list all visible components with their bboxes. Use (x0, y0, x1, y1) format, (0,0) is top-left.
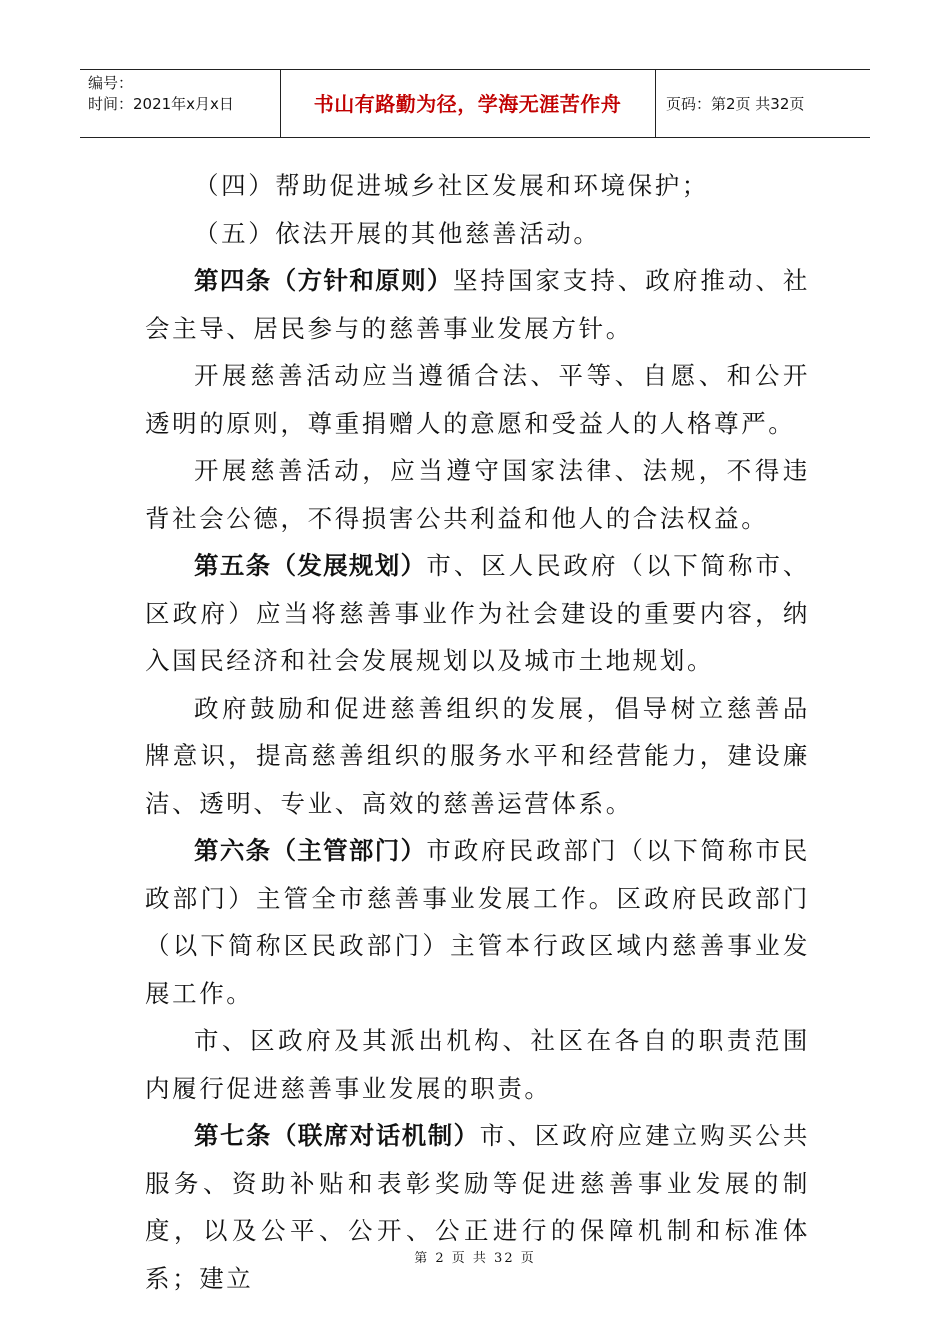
paragraph (145, 542, 810, 685)
header-motto: 书山有路勤为径，学海无涯苦作舟 (313, 92, 622, 116)
paragraph-text: 市、区政府及其派出机构、社区在各自的职责范围内履行促进慈善事业发展的职责。 (145, 1026, 810, 1103)
paragraph-text: 市、区人民政府（以下简称市、区政府）应当将慈善事业作为社会建设的重要内容，纳入国民经济和社会发展规划以及城市土地规划。 (145, 551, 810, 675)
document-header (80, 69, 870, 138)
header-page-info: 页码：第2页 共32页 (666, 95, 805, 113)
paragraph-text: 坚持国家支持、政府推动、社会主导、居民参与的慈善事业发展方针。 (145, 266, 810, 343)
paragraph (145, 257, 810, 352)
paragraph-text: 政府鼓励和促进慈善组织的发展，倡导树立慈善品牌意识，提高慈善组织的服务水平和经营能力，建设廉洁、透明、专业、高效的慈善运营体系。 (145, 693, 810, 818)
header-meta (88, 73, 234, 115)
paragraph (145, 162, 810, 210)
paragraph-text: 市、区政府应建立购买公共服务、资助补贴和表彰奖励等促进慈善事业发展的制度，以及公平、公开、公正进行的保障机制和标准体系；建立 (145, 1121, 811, 1293)
article-heading: 第四条（方针和原则） (194, 266, 453, 295)
header-divider (655, 70, 656, 137)
paragraph (145, 447, 810, 542)
article-heading: 第五条（发展规划） (194, 551, 427, 580)
paragraph-text: 开展慈善活动，应当遵守国家法律、法规，不得违背社会公德，不得损害公共利益和他人的合法权益。 (145, 456, 810, 533)
paragraph-text: 市政府民政部门（以下简称市民政部门）主管全市慈善事业发展工作。区政府民政部门（以下简称区民政部门）主管本行政区域内慈善事业发展工作。 (145, 836, 810, 1008)
paragraph (145, 210, 810, 258)
paragraph (145, 827, 810, 1017)
paragraph (145, 685, 810, 828)
paragraph (145, 1112, 810, 1302)
document-number-label: 编号： (88, 74, 134, 92)
paragraph-text: （五）依法开展的其他慈善活动。 (194, 218, 601, 248)
paragraph-text: （四）帮助促进城乡社区发展和环境保护； (194, 171, 709, 200)
paragraph (145, 1017, 810, 1112)
document-body (145, 162, 810, 1302)
article-heading: 第七条（联席对话机制） (194, 1121, 480, 1150)
article-heading: 第六条（主管部门） (194, 836, 427, 865)
paragraph (145, 352, 810, 447)
paragraph-text: 开展慈善活动应当遵循合法、平等、自愿、和公开透明的原则，尊重捐赠人的意愿和受益人的人格尊严。 (145, 361, 810, 438)
document-time-label: 时间：2021年x月x日 (88, 95, 234, 113)
page-footer: 第 2 页 共 32 页 (414, 1251, 536, 1266)
